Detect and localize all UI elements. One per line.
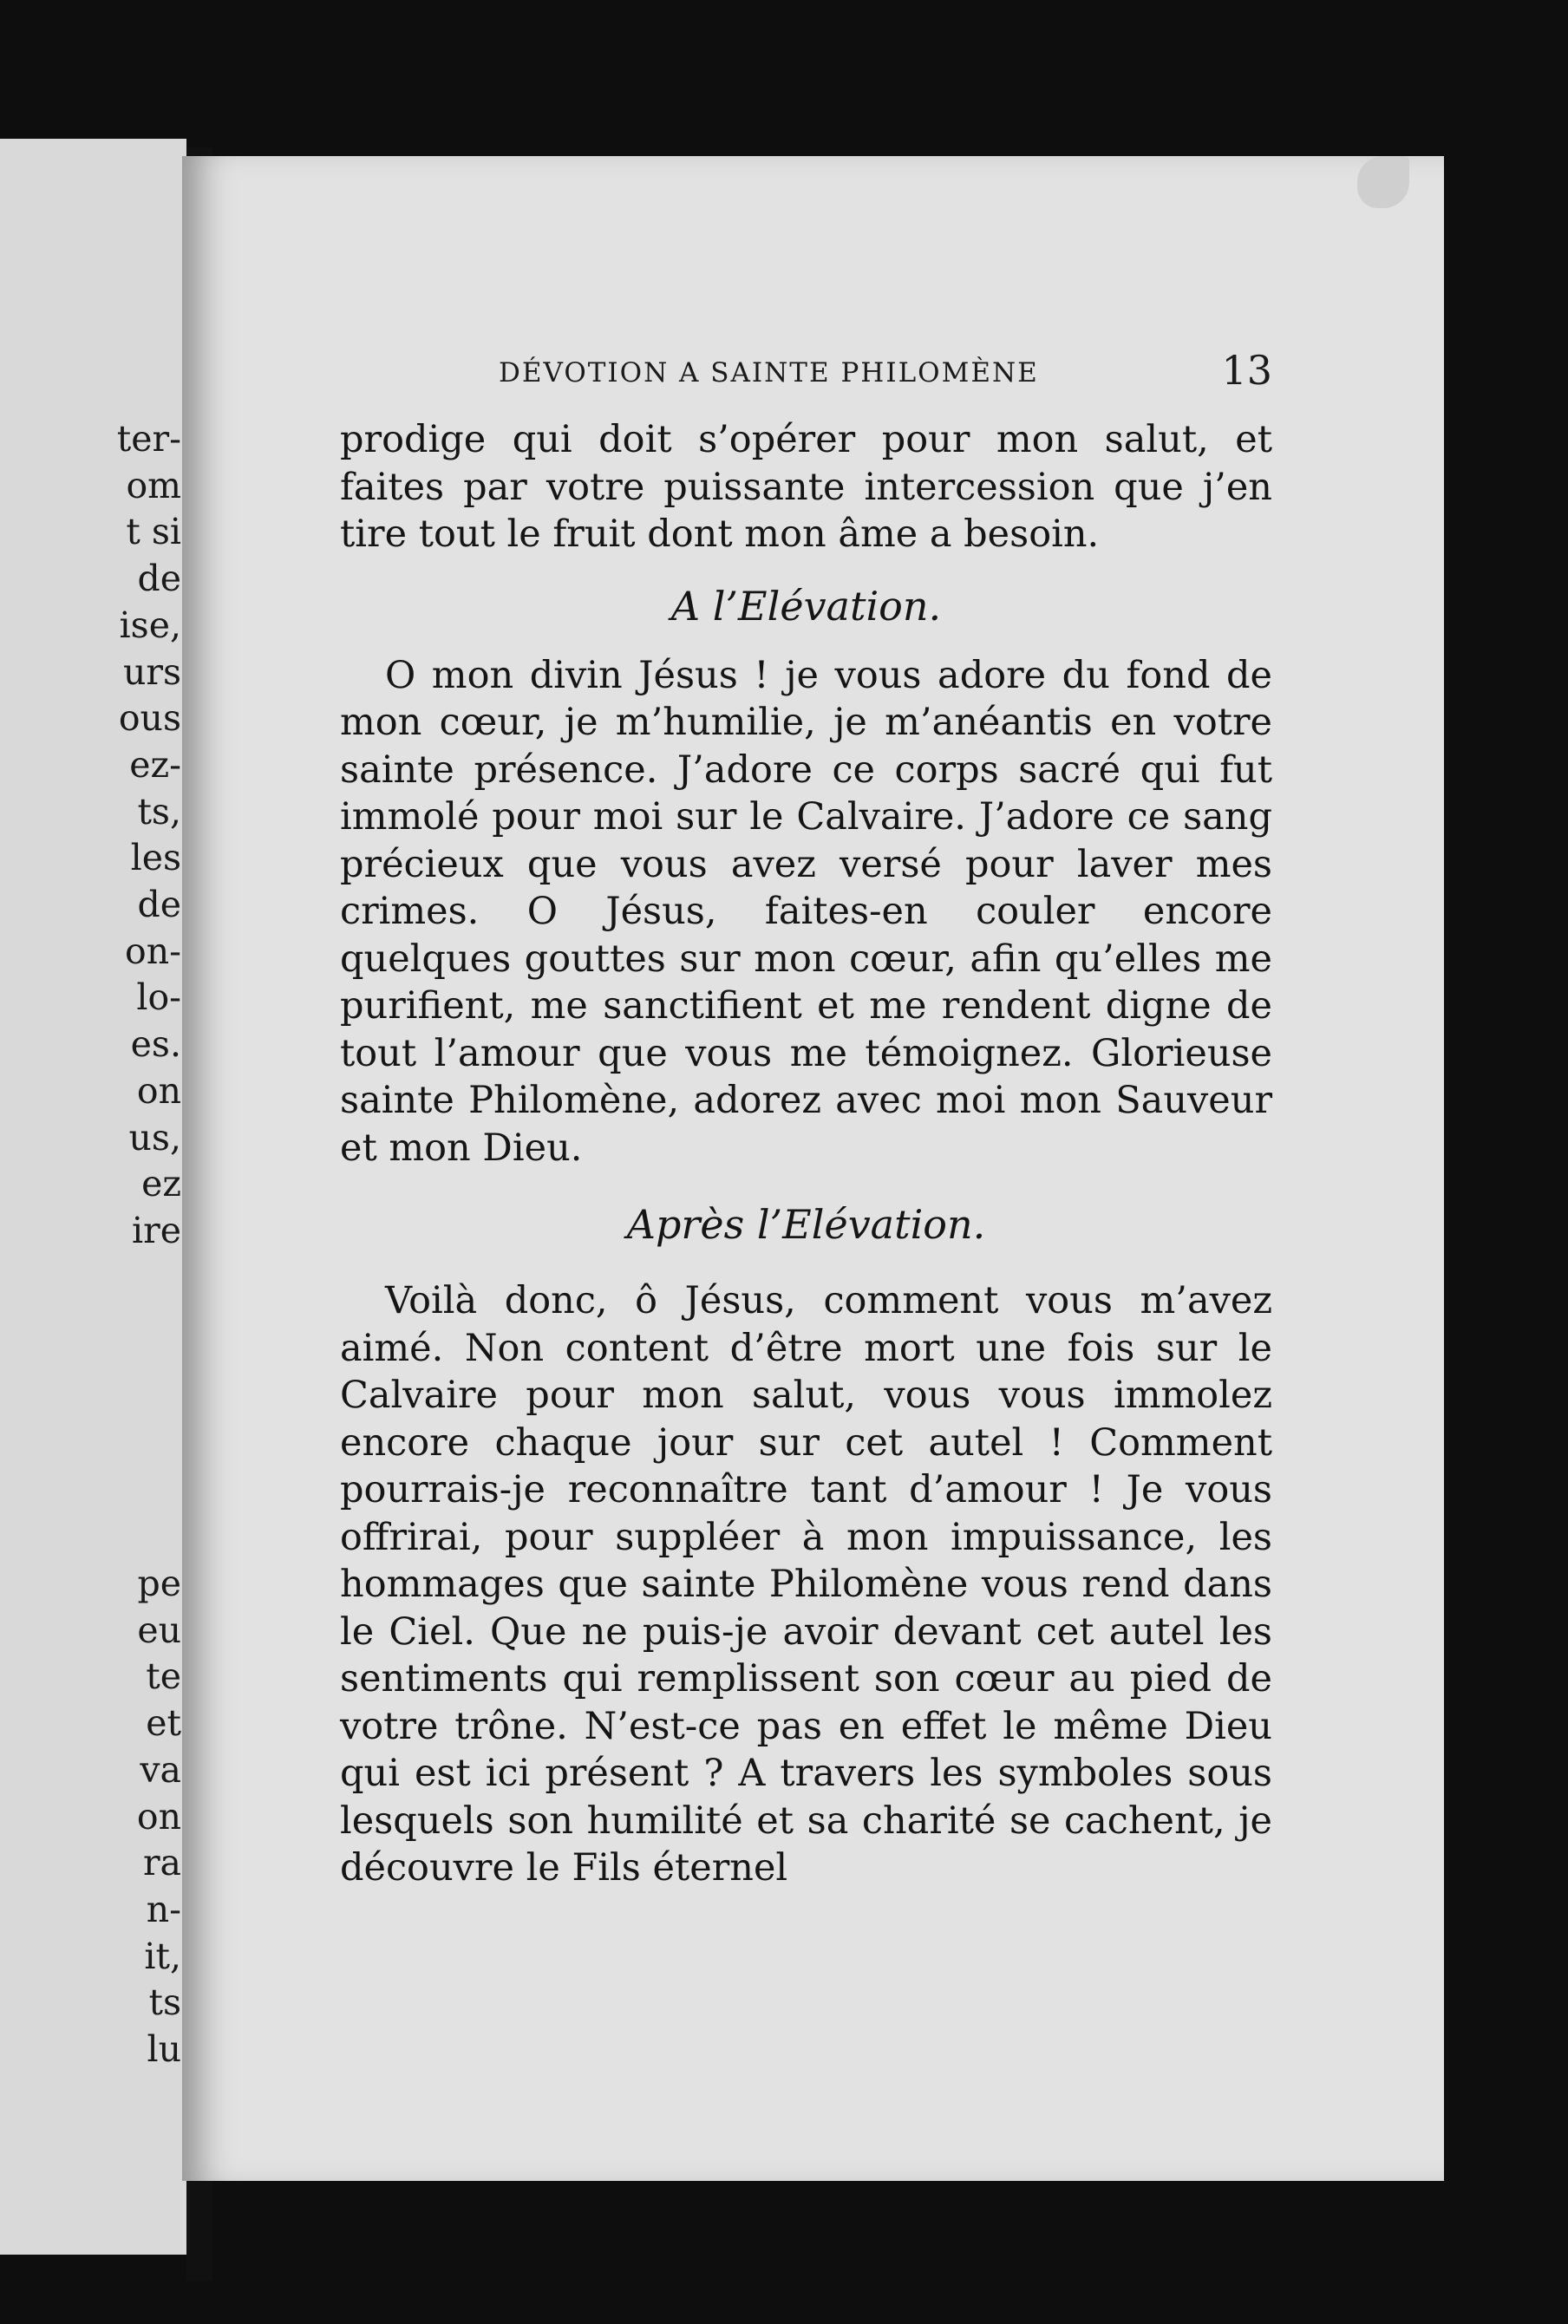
left-fragment: urs bbox=[122, 650, 181, 693]
left-fragment: ts, bbox=[137, 790, 181, 832]
left-fragment: te bbox=[146, 1655, 181, 1698]
left-fragment: de bbox=[137, 884, 181, 926]
left-fragment: om bbox=[126, 464, 181, 506]
left-page-text-fragments-bottom bbox=[137, 1561, 181, 2073]
left-fragment: ez bbox=[141, 1163, 181, 1205]
left-fragment: ous bbox=[118, 697, 181, 740]
paragraph-prayer-elevation: O mon divin Jésus ! je vous adore du fond de mon cœur, je m’humilie, je m’anéantis en votre sainte présence. J’adore ce corps sacré qui fut immolé pour moi sur le Calvaire. J’adore ce sang précieux que vous avez versé pour laver mes crimes. O Jésus, faites-en couler encore quelques gouttes sur mon cœur, afin qu’elles me purifient, me sanctifient et me rendent digne de tout l’amour que vous me témoignez. Glorieuse sainte Philomène, adorez avec moi mon Sauveur et mon Dieu. bbox=[340, 653, 1272, 1170]
left-fragment: les bbox=[130, 837, 181, 879]
left-fragment: ise, bbox=[119, 604, 181, 646]
left-fragment: lu bbox=[147, 2028, 181, 2071]
running-title: DÉVOTION A SAINTE PHILOMÈNE bbox=[499, 357, 1039, 388]
left-fragment: t si bbox=[126, 511, 181, 553]
left-fragment: on- bbox=[125, 930, 181, 972]
left-fragment: pe bbox=[137, 1563, 181, 1604]
left-fragment: ts bbox=[148, 1981, 181, 2024]
left-fragment: va bbox=[140, 1748, 181, 1791]
paragraph-prayer-after-elevation: Voilà donc, ô Jésus, comment vous m’avez aimé. Non content d’être mort une fois sur le Calvaire pour mon salut, vous vous immolez encore chaque jour sur cet autel ! Comment pourrais-je reconnaître tant d’amour ! Je vous offrirai, pour suppléer à mon impuissance, les hommages que sainte Philomène vous rend dans le Ciel. Que ne puis-je avoir devant cet autel les sentiments qui remplissent son cœur au pied de votre trône. N’est-ce pas en effet le même Dieu qui est ici présent ? A travers les symboles sous lesquels son humilité et sa charité se cachent, je découvre le Fils éternel bbox=[340, 1279, 1272, 1890]
left-fragment: eu bbox=[137, 1609, 181, 1651]
section-heading-after-elevation: Après l’Elévation. bbox=[626, 1201, 986, 1248]
page-number: 13 bbox=[1221, 347, 1272, 394]
right-page bbox=[182, 156, 1444, 2181]
left-page-text-fragments-top bbox=[117, 416, 181, 1255]
page-corner-wear bbox=[1357, 156, 1409, 208]
running-header bbox=[340, 340, 1272, 401]
left-fragment: n- bbox=[146, 1888, 181, 1930]
left-fragment: us, bbox=[128, 1116, 181, 1159]
left-fragment: et bbox=[146, 1702, 181, 1745]
left-page bbox=[0, 139, 186, 2255]
left-fragment: ez- bbox=[129, 743, 181, 786]
left-fragment: it, bbox=[144, 1935, 181, 1977]
left-fragment: on bbox=[136, 1069, 181, 1112]
left-fragment: on bbox=[136, 1795, 181, 1838]
section-heading-elevation: A l’Elévation. bbox=[670, 582, 942, 630]
left-fragment: ire bbox=[132, 1209, 181, 1251]
left-fragment: ter- bbox=[116, 418, 181, 460]
right-page-content bbox=[340, 340, 1272, 1892]
left-fragment: lo- bbox=[136, 976, 181, 1019]
left-fragment: ra bbox=[142, 1842, 181, 1884]
left-fragment: es. bbox=[130, 1023, 181, 1066]
paragraph-continuation: prodige qui doit s’opérer pour mon salut, et faites par votre puissante intercession que j’en tire tout le fruit dont mon âme a besoin. bbox=[340, 418, 1272, 556]
left-fragment: de bbox=[137, 558, 181, 600]
